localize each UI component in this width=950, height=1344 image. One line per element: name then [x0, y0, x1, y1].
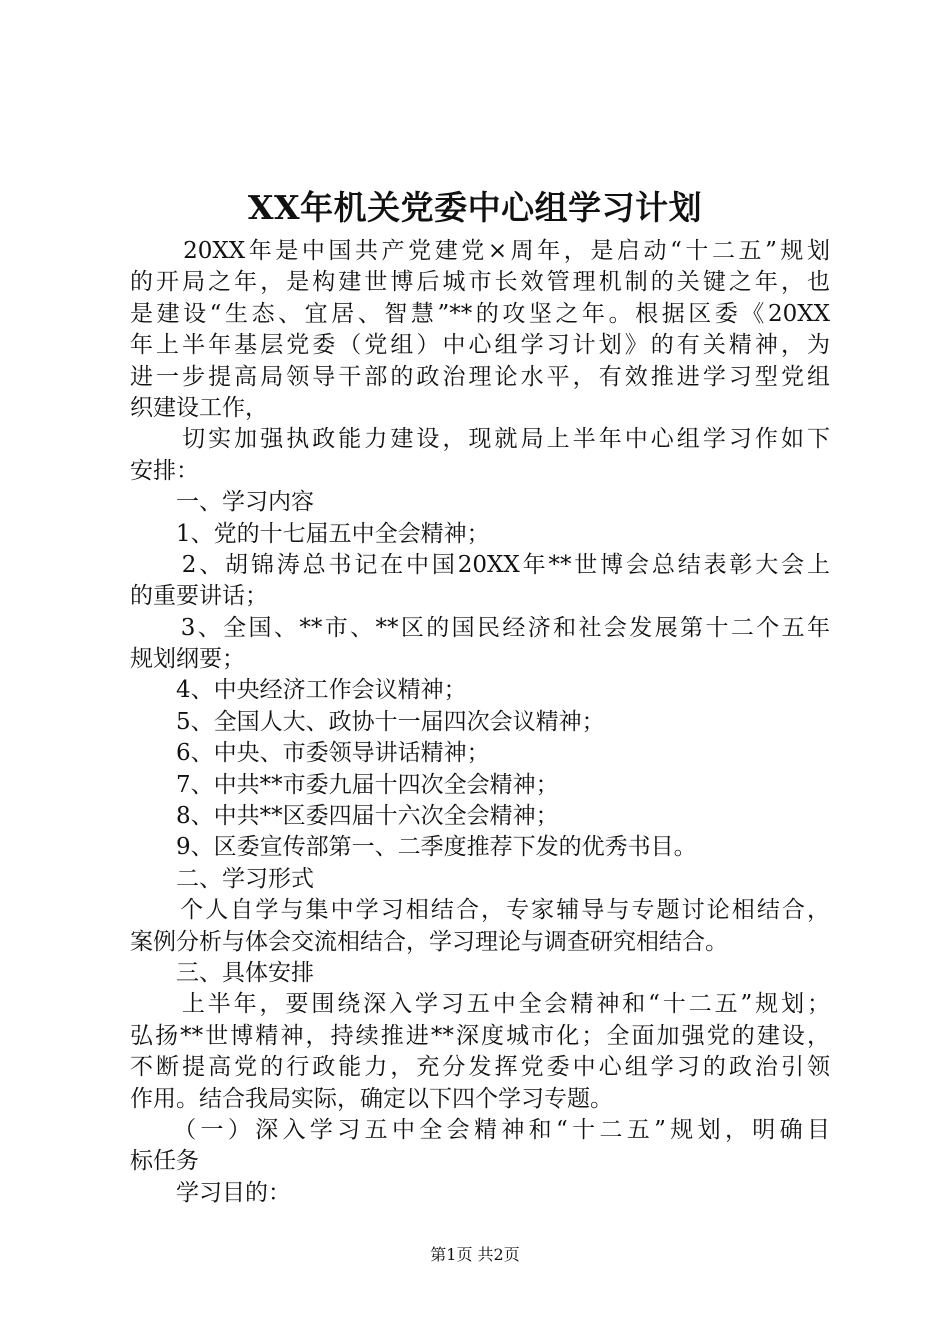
text-line: 8、中共**区委四届十六次全会精神；: [130, 803, 559, 830]
text-line: 上半年，要围绕深入学习五中全会精神和“十二五”规划；: [130, 991, 830, 1018]
text-line: 的重要讲话；: [130, 583, 268, 610]
text-line: 学习目的：: [130, 1179, 291, 1206]
text-line: 的开局之年，是构建世博后城市长效管理机制的关键之年，也: [130, 269, 830, 296]
text-line: 一、学习内容: [130, 489, 314, 516]
text-line: 二、学习形式: [130, 865, 314, 892]
text-line: 切实加强执政能力建设，现就局上半年中心组学习作如下: [130, 426, 830, 453]
text-line: 7、中共**市委九届十四次全会精神；: [130, 771, 559, 798]
text-line: 规划纲要；: [130, 646, 245, 673]
text-line: 织建设工作，: [130, 394, 268, 421]
text-line: 安排：: [130, 457, 199, 484]
text-line: 标任务: [130, 1148, 199, 1175]
page-footer: 第1页 共2页: [430, 1245, 520, 1264]
text-line: 6、中央、市委领导讲话精神；: [130, 740, 490, 767]
document-title: XX年机关党委中心组学习计划: [247, 188, 703, 227]
text-line: 年上半年基层党委（党组）中心组学习计划》的有关精神，为: [130, 332, 830, 359]
text-line: 不断提高党的行政能力，充分发挥党委中心组学习的政治引领: [130, 1054, 830, 1081]
text-line: 9、区委宣传部第一、二季度推荐下发的优秀书目。: [130, 834, 697, 861]
text-line: 案例分析与体会交流相结合，学习理论与调查研究相结合。: [130, 928, 728, 955]
text-line: （一）深入学习五中全会精神和“十二五”规划，明确目: [130, 1116, 830, 1143]
text-line: 1、党的十七届五中全会精神；: [130, 520, 490, 547]
text-line: 三、具体安排: [130, 959, 314, 986]
text-line: 个人自学与集中学习相结合，专家辅导与专题讨论相结合，: [130, 897, 830, 924]
text-line: 是建设“生态、宜居、智慧”**的攻坚之年。根据区委《20XX: [130, 300, 830, 327]
text-line: 作用。结合我局实际，确定以下四个学习专题。: [130, 1085, 613, 1112]
text-line: 5、全国人大、政协十一届四次会议精神；: [130, 708, 605, 735]
text-line: 弘扬**世博精神，持续推进**深度城市化；全面加强党的建设，: [130, 1022, 830, 1049]
text-line: 20XX年是中国共产党建党×周年，是启动“十二五”规划: [130, 238, 830, 264]
document-body: [130, 236, 830, 1209]
text-line: 4、中央经济工作会议精神；: [130, 677, 467, 704]
text-line: 3、全国、**市、**区的国民经济和社会发展第十二个五年: [130, 614, 830, 641]
text-line: 进一步提高局领导干部的政治理论水平，有效推进学习型党组: [130, 363, 830, 390]
text-line: 2、胡锦涛总书记在中国20XX年**世博会总结表彰大会上: [130, 551, 830, 578]
